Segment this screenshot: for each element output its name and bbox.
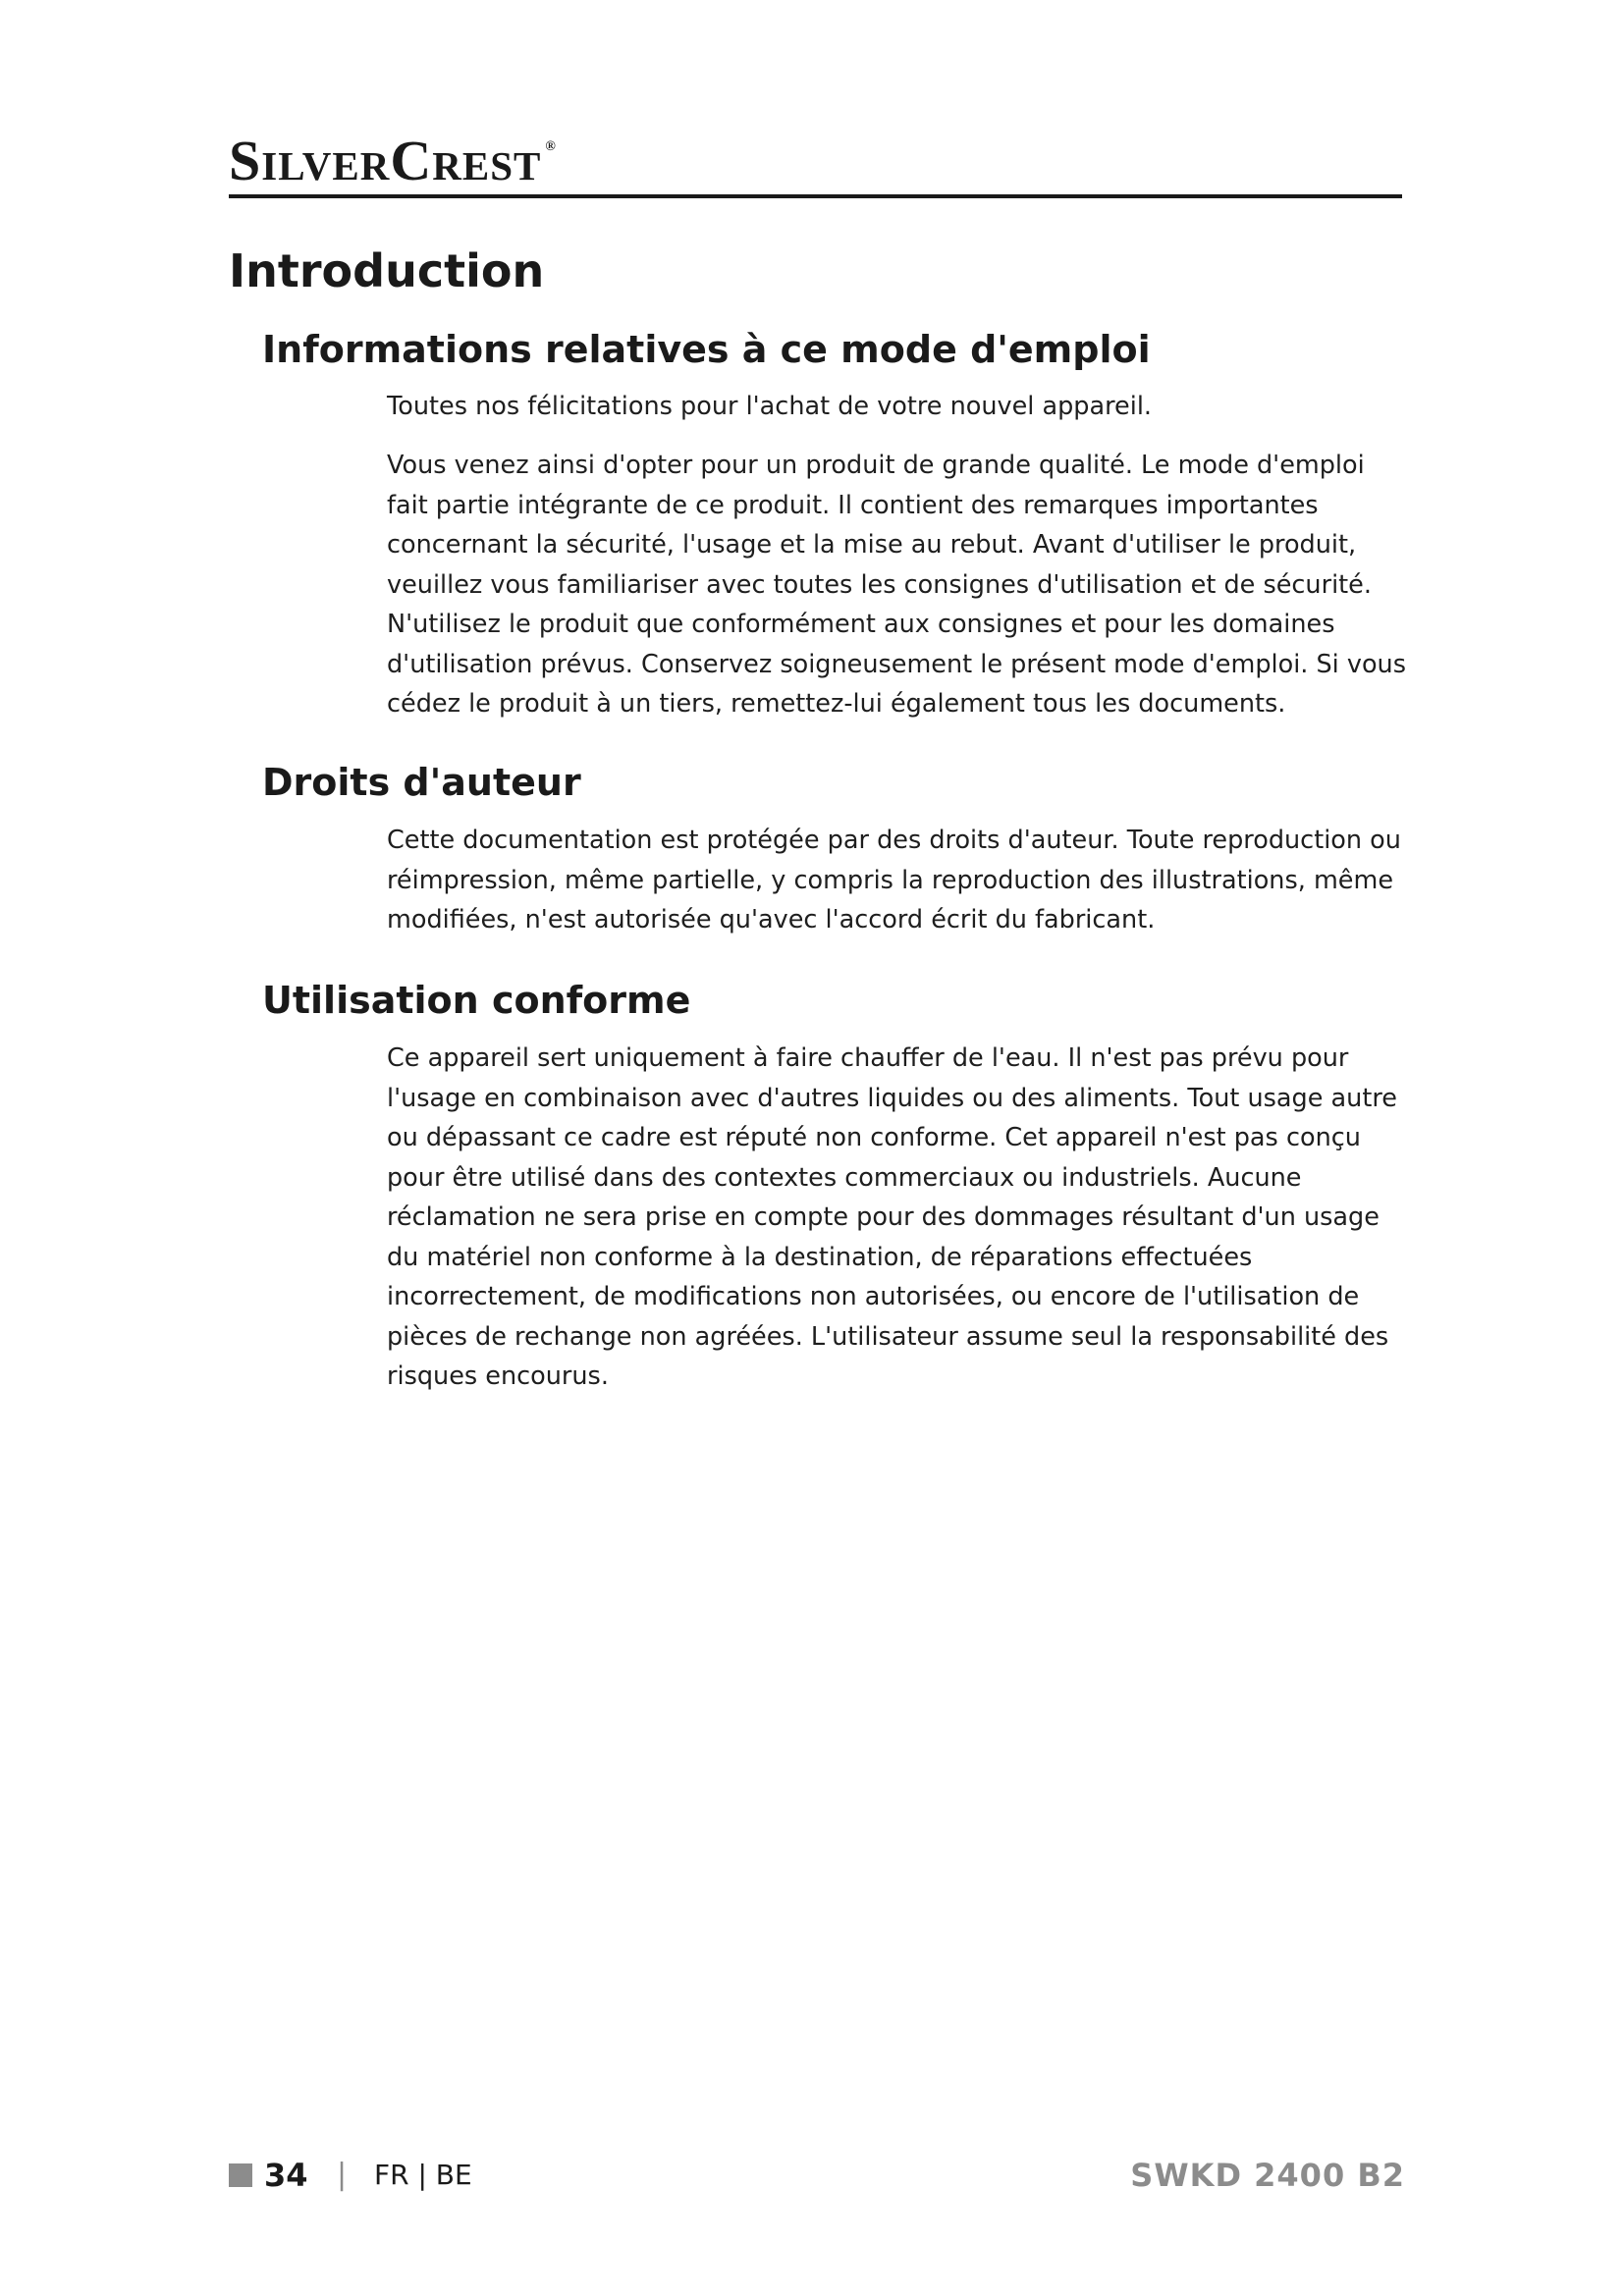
footer-square-icon [229,2163,252,2187]
section-paragraph-utilisation: Ce appareil sert uniquement à faire chauffer de l'eau. Il n'est pas prévu pour l'usage en combinaison avec d'autres liquides ou des aliments. Tout usage autre ou dépassant ce cadre est réputé non conforme. Cet appareil n'est pas conçu pour être utilisé dans des contextes commerciaux ou industriels. Aucune réclamation ne sera prise en compte pour des dommages résultant d'un usage du matériel non conforme à la destination, de réparations effectuées incorrectement, de modifications non autorisées, ou encore de l'utilisation de pièces de rechange non agréées. L'utilisateur assume seul la responsabilité des risques encourus. [387,1043,1397,1391]
brand-name: SilverCrest [229,129,542,192]
section-title-droits: Droits d'auteur [262,761,581,804]
section-title-utilisation: Utilisation conforme [262,979,691,1022]
page-header [229,118,1402,192]
page-number: 34 [264,2157,308,2194]
section-paragraph-informations-2: Vous venez ainsi d'opter pour un produit de grande qualité. Le mode d'emploi fait partie intégrante de ce produit. Il contient des remarques importantes concernant la sécurité, l'usage et la mise au rebut. Avant d'utiliser le produit, veuillez vous familiariser avec toutes les consignes d'utilisation et de sécurité. N'utilisez le produit que conformément aux consignes et pour les domaines d'utilisation prévus. Conservez soigneusement le présent mode d'emploi. Si vous cédez le produit à un tiers, remettez-lui également tous les documents. [387,451,1407,719]
page-title: Introduction [229,244,545,297]
header-divider [229,194,1402,198]
brand-logo [229,118,1402,192]
section-paragraph-droits: Cette documentation est protégée par des droits d'auteur. Toute reproduction ou réimpression, même partielle, y compris la reproduction des illustrations, même modifiées, n'est autorisée qu'avec l'accord écrit du fabricant. [387,826,1401,934]
page-footer [229,2156,1405,2195]
section-paragraph-informations-1: Toutes nos félicitations pour l'achat de votre nouvel appareil. [387,392,1153,421]
section-title-informations: Informations relatives à ce mode d'emploi [262,328,1151,371]
registered-mark: ® [545,139,557,154]
footer-model-number: SWKD 2400 B2 [1130,2157,1405,2194]
footer-separator: | [337,2158,348,2192]
footer-language: FR | BE [374,2159,472,2191]
